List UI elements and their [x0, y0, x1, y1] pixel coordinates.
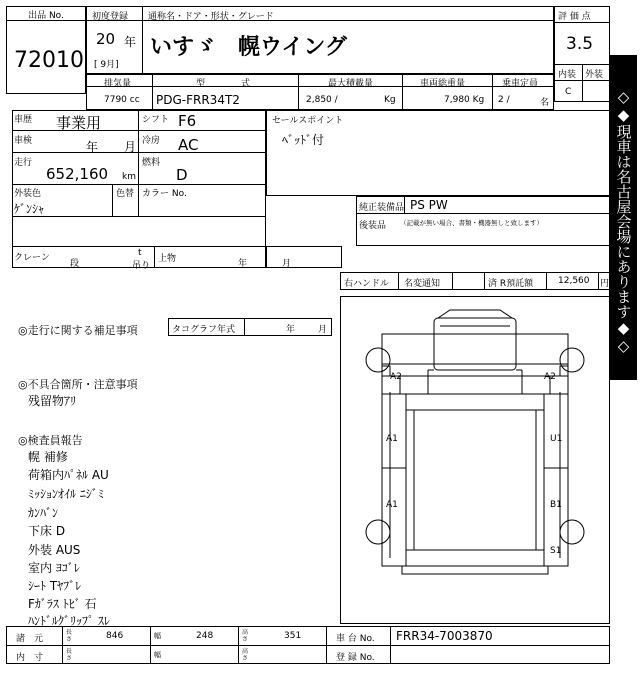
lot-label: 出品 No. [28, 11, 64, 21]
interior-grade-label: 内装 [558, 70, 577, 80]
reg-year: 20 [96, 30, 116, 48]
sales-point-text: ﾍﾞｯﾄﾞ付 [282, 133, 325, 147]
capacity-unit: 名 [540, 98, 550, 108]
cargo-outline [406, 394, 544, 566]
tacho-year: 年 [286, 325, 296, 335]
recycle-label: 済 R預託額 [488, 279, 534, 289]
shift-value: F6 [178, 112, 197, 130]
crane-t-unit: t [138, 248, 142, 258]
mark-left-top: A2 [390, 372, 402, 382]
inspector-label: ◎検査員報告 [18, 434, 83, 447]
mileage-label: 走行 [14, 158, 33, 168]
dims-label: 諸 元 [16, 634, 44, 644]
inner-dims-label: 内 寸 [16, 653, 44, 663]
tacho-month: 月 [318, 325, 328, 335]
inner-width-label: 幅 [154, 651, 161, 659]
inspection-year: 年 [86, 140, 99, 154]
capacity-label: 乗車定員 [502, 79, 539, 89]
inner-length-label: 長さ [66, 648, 73, 662]
rear-left-wheel [366, 520, 390, 544]
truck-diagram [340, 296, 610, 624]
liftgate-label: 上物 [158, 254, 177, 264]
height-label: 高さ [242, 629, 249, 643]
inspector-line-8: ｼｰﾄ Tﾔﾌﾞﾚ [28, 579, 82, 593]
inspector-line-3: ﾐｯｼｮﾝｵｲﾙ ﾆｼﾞﾐ [28, 487, 104, 501]
inspector-line-9: Fｶﾞﾗｽ ﾄﾋﾞ 石 [28, 597, 97, 611]
model-label: 型 式 [196, 79, 251, 89]
name-label: 通称名・ドア・形状・グレード [148, 12, 274, 22]
ext-color-label: 外装色 [14, 189, 42, 199]
first-reg-label: 初度登録 [92, 12, 129, 22]
right-wing-panel [544, 384, 568, 566]
shift-label: シフト [142, 115, 170, 125]
front-right-wheel [560, 348, 584, 372]
mark-left-low: A1 [386, 500, 398, 510]
interior-grade: C [565, 87, 572, 97]
width-label: 幅 [154, 632, 161, 640]
cab-left-side [382, 366, 428, 394]
defect-line-1: 残留物ｱﾘ [28, 394, 77, 408]
width-value: 248 [196, 631, 214, 641]
displacement-value: 7790 cc [104, 95, 140, 105]
liftgate-year: 年 [238, 259, 248, 269]
max-load-label: 最大積載量 [328, 79, 374, 89]
max-load-value: 2,850 / [306, 95, 338, 105]
info-block [12, 110, 266, 268]
exterior-grade-label: 外装 [585, 70, 604, 80]
chassis-label: 車 台 No. [336, 634, 375, 644]
gross-weight-label: 車両総重量 [420, 79, 466, 89]
driving-notes-label: ◎走行に関する補足事項 [18, 324, 138, 337]
history-value: 事業用 [56, 114, 102, 132]
genuine-value: PS PW [410, 198, 448, 212]
length-label: 長さ [66, 629, 73, 643]
inspector-line-4: ｶﾝﾊﾞﾝ [28, 506, 59, 520]
defects-label: ◎不具合箇所・注意事項 [18, 378, 138, 391]
fuel-value: D [176, 166, 188, 184]
vehicle-name: いすゞ 幌ウイング [150, 35, 347, 60]
mark-right-bottom: S1 [550, 546, 562, 556]
reg-year-unit: 年 [124, 35, 137, 49]
color-no-label: カラー No. [142, 189, 187, 199]
reg-month: [ 9月] [94, 60, 119, 70]
left-wing-panel [382, 384, 406, 566]
front-left-wheel [366, 348, 390, 372]
liftgate-month: 月 [282, 259, 292, 269]
rear-right-wheel [560, 520, 584, 544]
inspector-line-6: 外装 AUS [28, 543, 81, 557]
inspector-line-2: 荷箱内ﾊﾟﾈﾙ AU [28, 468, 109, 482]
score-label: 評 価 点 [558, 12, 591, 22]
recycle-amount: 12,560 [558, 276, 590, 286]
crane-tier-unit: 段 [70, 259, 80, 269]
inspector-line-1: 幌 補修 [28, 450, 68, 464]
ext-color-value: ｹﾞﾝｼｬ [14, 202, 45, 216]
mark-right-top: A2 [544, 372, 556, 382]
height-value: 351 [284, 631, 302, 641]
crane-label: クレーン [14, 253, 50, 263]
rear-bumper [402, 566, 548, 574]
inspection-month: 月 [124, 140, 137, 154]
mileage-value: 652,160 [46, 165, 109, 183]
lot-number: 72010 [14, 48, 84, 73]
aftermarket-label: 後装品 [359, 221, 387, 231]
aftermarket-note: （記載が無い場合、書類・機器無しと致します） [400, 219, 543, 227]
fuel-label: 燃料 [142, 158, 161, 168]
name-change-label: 名変通知 [404, 279, 441, 289]
mileage-unit: km [122, 172, 136, 182]
inspector-line-10: ﾊﾝﾄﾞﾙｸﾞﾘｯﾌﾟ ｽﾚ [28, 614, 110, 628]
mark-right-low: B1 [550, 500, 562, 510]
length-value: 846 [106, 631, 124, 641]
ac-label: 冷房 [142, 136, 161, 146]
color-swap-label: 色替 [116, 189, 135, 199]
ac-value: AC [178, 136, 199, 154]
inspector-line-7: 室内 ﾖｺﾞﾚ [28, 561, 80, 575]
liftgate-extension [266, 246, 342, 268]
tacho-label: タコグラフ年式 [172, 325, 236, 335]
reg-no-label: 登 録 No. [336, 653, 375, 663]
venue-banner: ◇◆現車は名古屋会場にあります◆◇ [609, 55, 637, 380]
crane-hoist-label: 吊り [132, 261, 151, 271]
inner-height-label: 高さ [242, 648, 249, 662]
history-label: 車歴 [14, 115, 33, 125]
displacement-label: 排気量 [104, 79, 132, 89]
genuine-label: 純正装備品 [359, 203, 405, 213]
recycle-unit: 円 [600, 279, 610, 289]
chassis-value: FRR34-7003870 [396, 629, 493, 643]
inspector-line-5: 下床 D [28, 524, 66, 538]
score-value: 3.5 [566, 34, 594, 54]
capacity-value: 2 / [498, 95, 510, 105]
gross-weight-value: 7,980 Kg [444, 95, 485, 105]
sales-point-label: セールスポイント [272, 116, 344, 126]
inspection-label: 車検 [14, 136, 33, 146]
mark-left-mid: A1 [386, 434, 398, 444]
max-load-unit: Kg [384, 95, 396, 105]
mark-right-mid: U1 [550, 434, 563, 444]
model-value: PDG-FRR34T2 [156, 93, 240, 107]
rhd-label: 右ハンドル [344, 279, 390, 289]
